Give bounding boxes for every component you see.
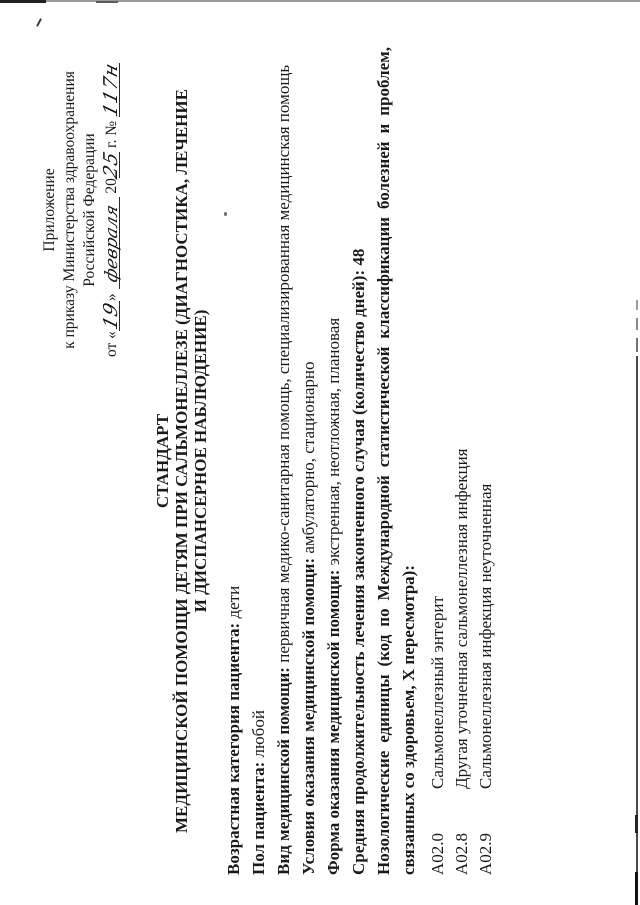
icd-name: Сальмонеллезная инфекция неуточненная [476,483,495,789]
order-reference-line: к приказу Министерства здравоохранения [61,71,78,349]
icd-row [426,47,450,875]
field-age-category: Возрастная категория пациента: дети [224,585,243,875]
title-line-end: И ДИСПАНСЕРНОЕ НАБЛЮДЕНИЕ) [191,309,210,613]
icd-row [474,47,498,875]
day-blank [100,299,122,333]
document-body [221,47,498,875]
field-care-form: Форма оказания медицинской помощи: экстренная, неотложная, плановая [324,317,343,875]
handwritten-month: февраля [102,202,122,285]
nosology-intro-line2: связанных со здоровьем, X пересмотра): [399,565,418,875]
title-line-standard: СТАНДАРТ [153,413,172,509]
field-sex: Пол пациента: любой [249,710,268,875]
handwritten-day: 19 [100,299,122,333]
icd-row [450,47,474,875]
appendix-header [40,40,122,380]
document-title [153,47,210,875]
title-line-main: МЕДИЦИНСКОЙ ПОМОЩИ ДЕТЯМ ПРИ САЛЬМОНЕЛЛЕЗЕ (ДИАГНОСТИКА, ЛЕЧЕНИЕ [172,89,191,833]
icd-code: A02.8 [452,832,471,875]
order-date-line [102,40,122,380]
handwritten-order-number: 117н [100,60,122,120]
date-close-quote: » [103,293,120,302]
date-prefix: от « [103,331,120,358]
icd-code: A02.9 [476,832,495,875]
appendix-label: Приложение [41,168,58,252]
icd-name: Другая уточненная сальмонеллезная инфекция [452,448,471,789]
number-blank [100,60,122,120]
year-blank [100,148,122,182]
field-care-type: Вид медицинской помощи: первичная медико-санитарная помощь, специализированная медицинская помощь [274,64,293,875]
year-suffix: г. № [103,120,120,149]
icd-code-list [426,47,498,875]
nosology-intro-line1: Нозологические единицы (код по Международной статистической классификации болезней и проблем, [374,47,393,875]
year-printed: 20 [103,178,120,194]
month-blank [104,197,120,289]
icd-code: A02.0 [428,832,447,875]
field-average-duration: Средняя продолжительность лечения законченного случая (количество дней): 48 [349,248,368,875]
icd-name: Сальмонеллезный энтерит [428,596,447,789]
ministry-country-line: Российской Федерации [81,133,98,287]
field-care-conditions: Условия оказания медицинской помощи: амбулаторно, стационарно [299,361,318,875]
handwritten-year: 25 [100,148,122,182]
